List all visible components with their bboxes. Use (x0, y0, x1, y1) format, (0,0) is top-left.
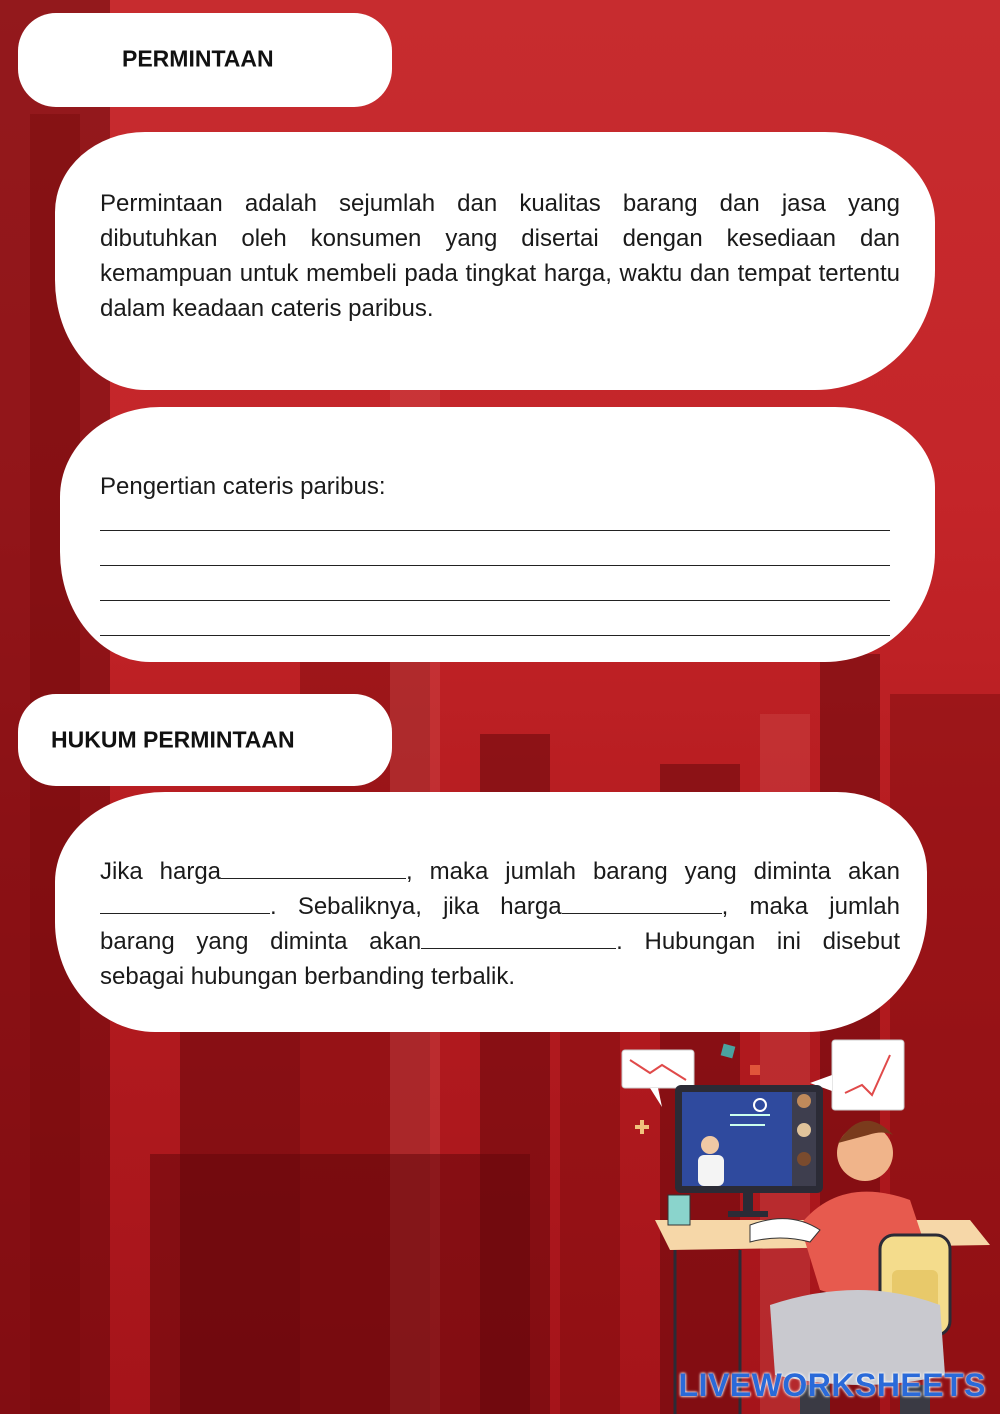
law-text-5: . Hubungan ini disebut sebagai hubungan berbanding terbalik. (100, 928, 900, 990)
law-text-4: , maka jumlah barang yang diminta akan (100, 893, 900, 955)
blank-quantity-2[interactable] (421, 926, 616, 949)
liveworksheets-logo: LIVEWORKSHEETS (678, 1367, 986, 1403)
law-text-1: Jika harga (100, 858, 222, 885)
law-text-3: . Sebaliknya, jika harga (270, 893, 562, 920)
student-computer-illustration (600, 1035, 1000, 1414)
answer-line-1[interactable] (100, 530, 890, 531)
section-title: PERMINTAAN (122, 45, 274, 72)
law-text-2: , maka jumlah barang yang diminta akan (406, 858, 901, 885)
section-title-pill (18, 13, 392, 107)
definition-text: Permintaan adalah sejumlah dan kualitas barang dan jasa yang dibutuhkan oleh konsumen yang disertai dengan kesediaan dan kemampuan untuk membeli pada tingkat harga, waktu dan tempat tertentu dalam keadaan cateris paribus. (100, 190, 900, 322)
law-title: HUKUM PERMINTAAN (51, 726, 295, 753)
blank-price-1[interactable] (221, 856, 406, 879)
law-title-pill (18, 694, 392, 786)
law-text (100, 854, 900, 994)
answer-line-4[interactable] (100, 635, 890, 636)
question-card (60, 407, 935, 662)
answer-line-3[interactable] (100, 600, 890, 601)
blank-quantity-1[interactable] (100, 891, 270, 914)
answer-line-2[interactable] (100, 565, 890, 566)
blank-price-2[interactable] (562, 891, 722, 914)
question-label: Pengertian cateris paribus: (100, 473, 386, 500)
